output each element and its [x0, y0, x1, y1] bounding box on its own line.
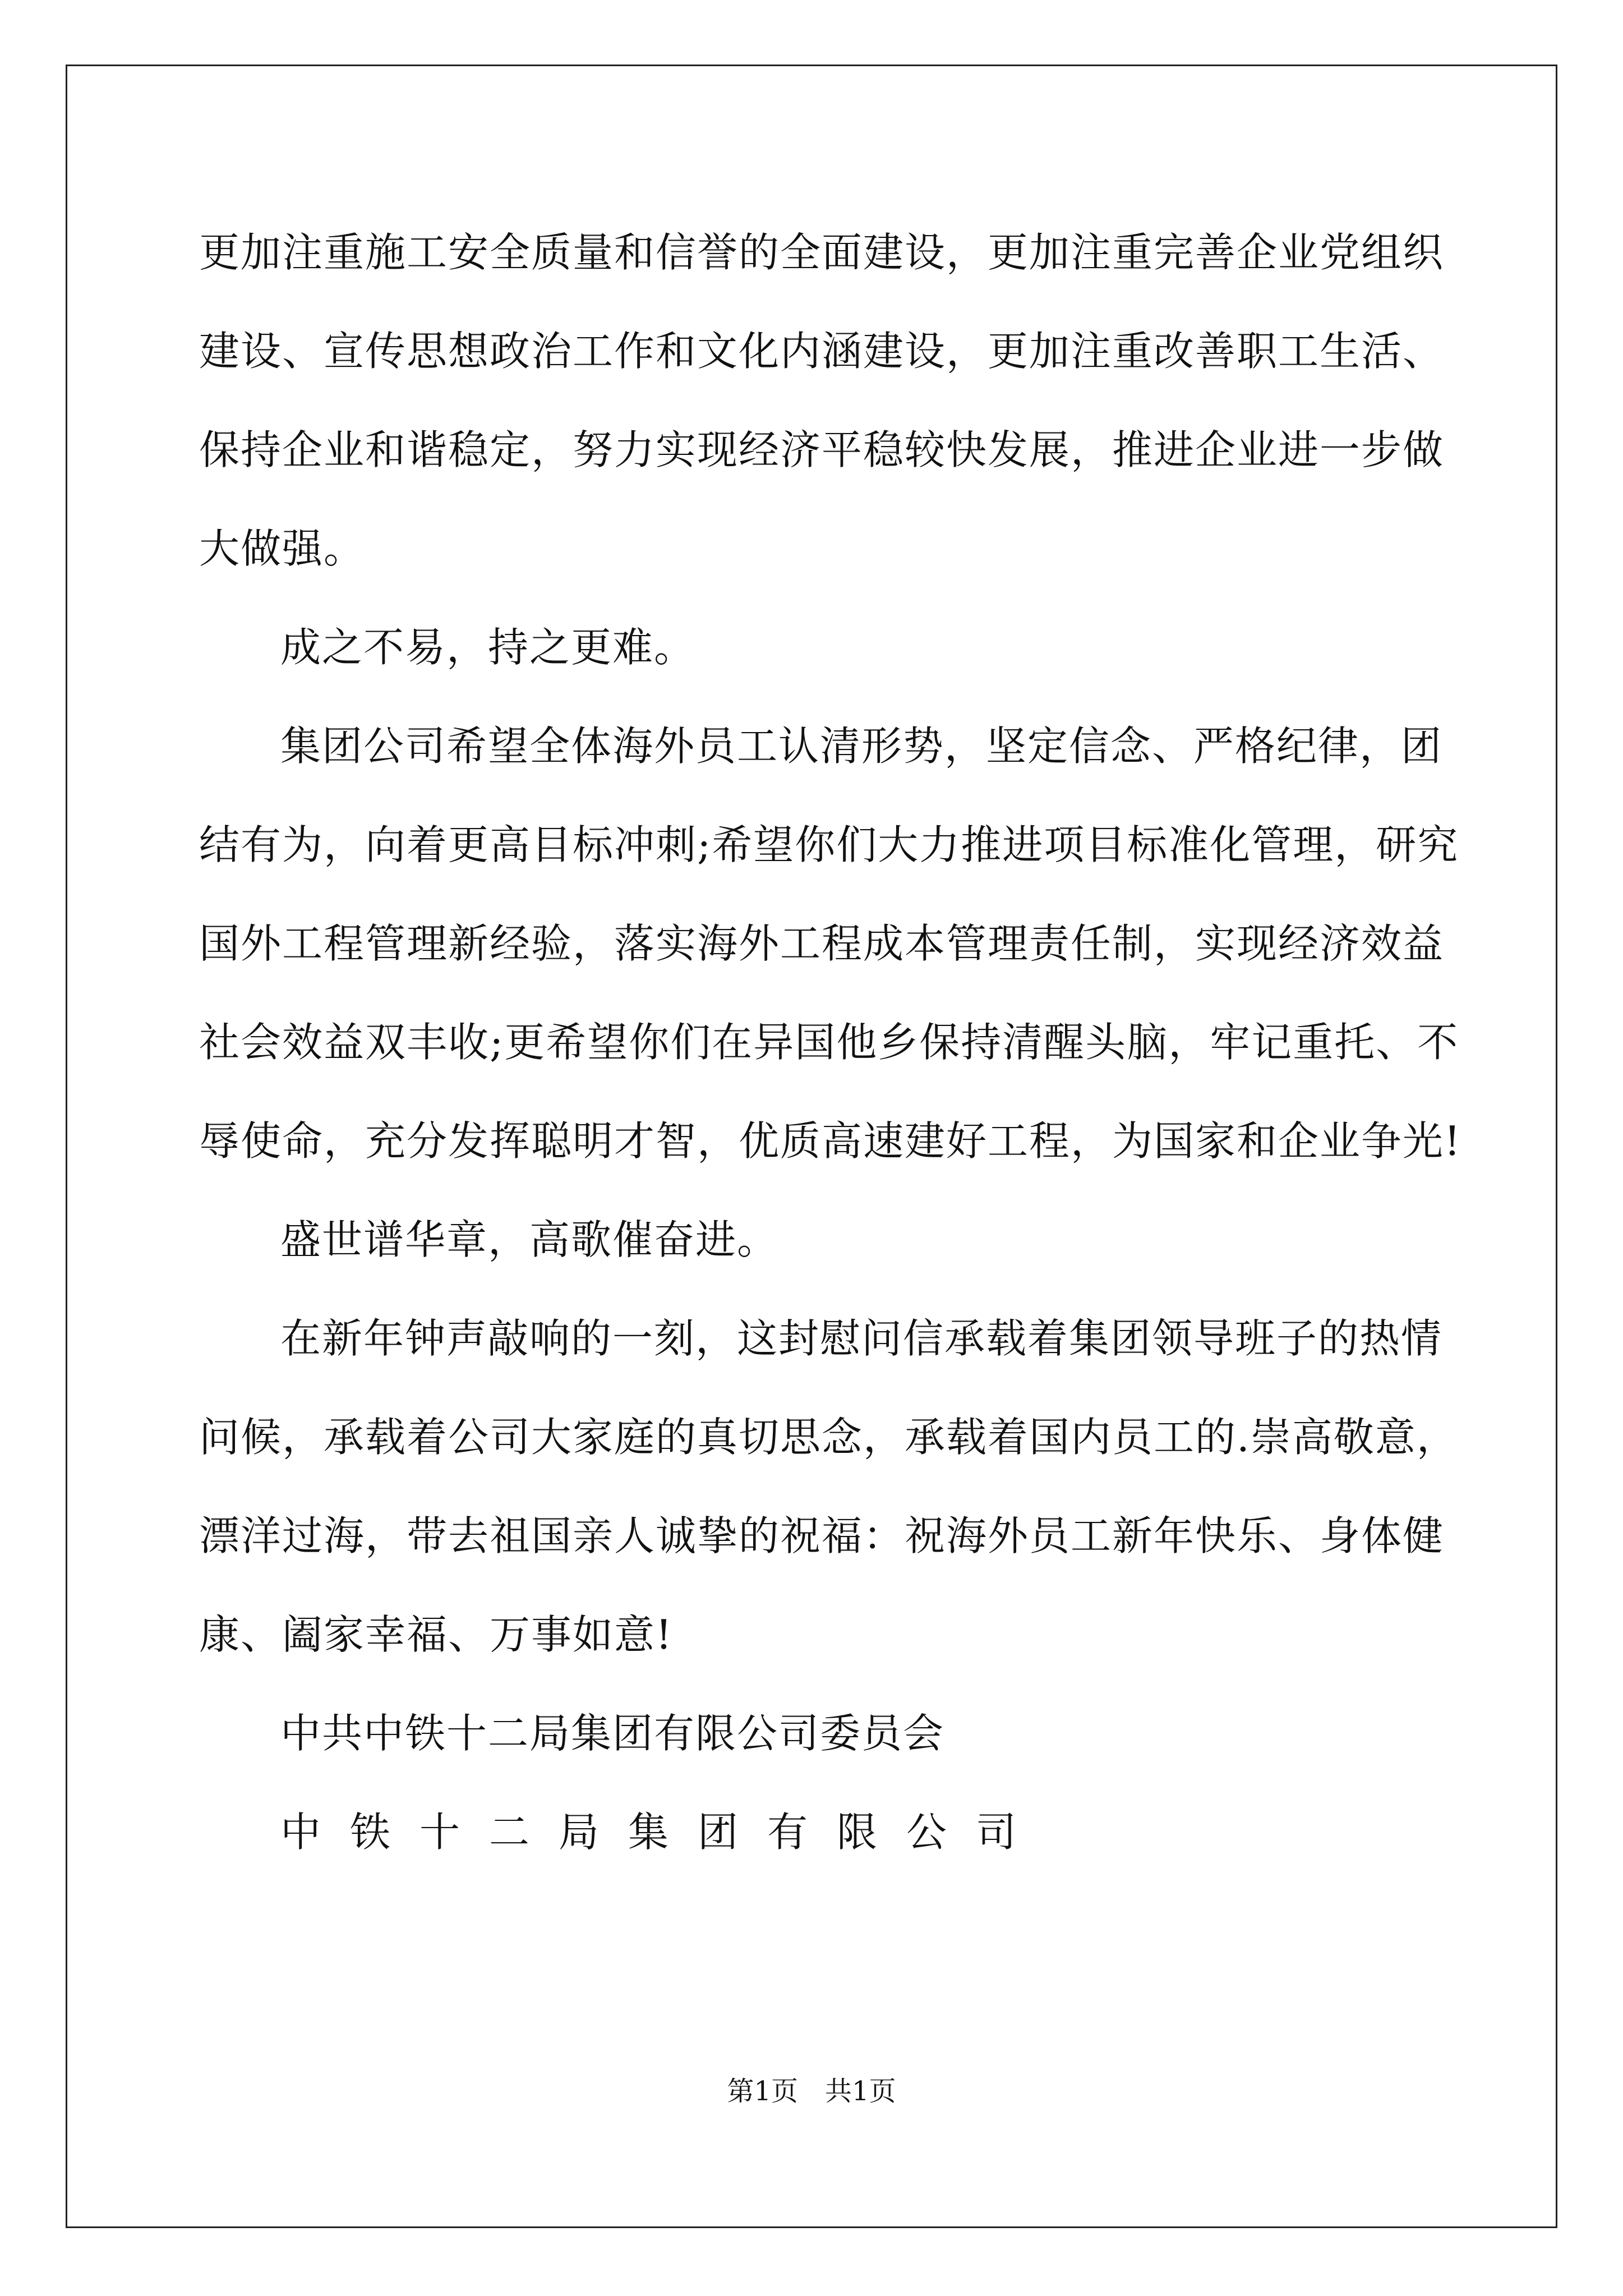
text-line: 国外工程管理新经验，落实海外工程成本管理责任制，实现经济效益 — [199, 920, 1445, 967]
signature-committee: 中共中铁十二局集团有限公司委员会 — [280, 1710, 945, 1757]
text-line: 集团公司希望全体海外员工认清形势，坚定信念、严格纪律，团 — [280, 723, 1443, 770]
text-line: 大做强。 — [199, 525, 366, 572]
text-line: 建设、宣传思想政治工作和文化内涵建设，更加注重改善职工生活、 — [199, 328, 1445, 375]
signature-company: 中铁十二局集团有限公司 — [280, 1809, 1046, 1856]
text-line: 问候，承载着公司大家庭的真切思念，承载着国内员工的.崇高敬意， — [199, 1414, 1458, 1461]
text-line: 保持企业和谐稳定，努力实现经济平稳较快发展，推进企业进一步做 — [199, 426, 1445, 473]
text-line: 辱使命，充分发挥聪明才智，优质高速建好工程，为国家和企业争光! — [199, 1117, 1461, 1165]
text-line: 结有为，向着更高目标冲刺;希望你们大力推进项目标准化管理，研究 — [199, 821, 1459, 868]
text-line: 盛世谱华章，高歌催奋进。 — [280, 1216, 779, 1263]
text-line: 康、阖家幸福、万事如意! — [199, 1611, 673, 1658]
page-number: 第1页 共1页 — [727, 2076, 896, 2107]
text-line: 漂洋过海，带去祖国亲人诚挚的祝福：祝海外员工新年快乐、身体健 — [199, 1512, 1445, 1559]
text-line: 成之不易，持之更难。 — [280, 624, 696, 671]
text-line: 社会效益双丰收;更希望你们在异国他乡保持清醒头脑，牢记重托、不 — [199, 1019, 1459, 1066]
text-line: 更加注重施工安全质量和信誉的全面建设，更加注重完善企业党组织 — [199, 229, 1445, 276]
text-line: 在新年钟声敲响的一刻，这封慰问信承载着集团领导班子的热情 — [280, 1315, 1443, 1362]
